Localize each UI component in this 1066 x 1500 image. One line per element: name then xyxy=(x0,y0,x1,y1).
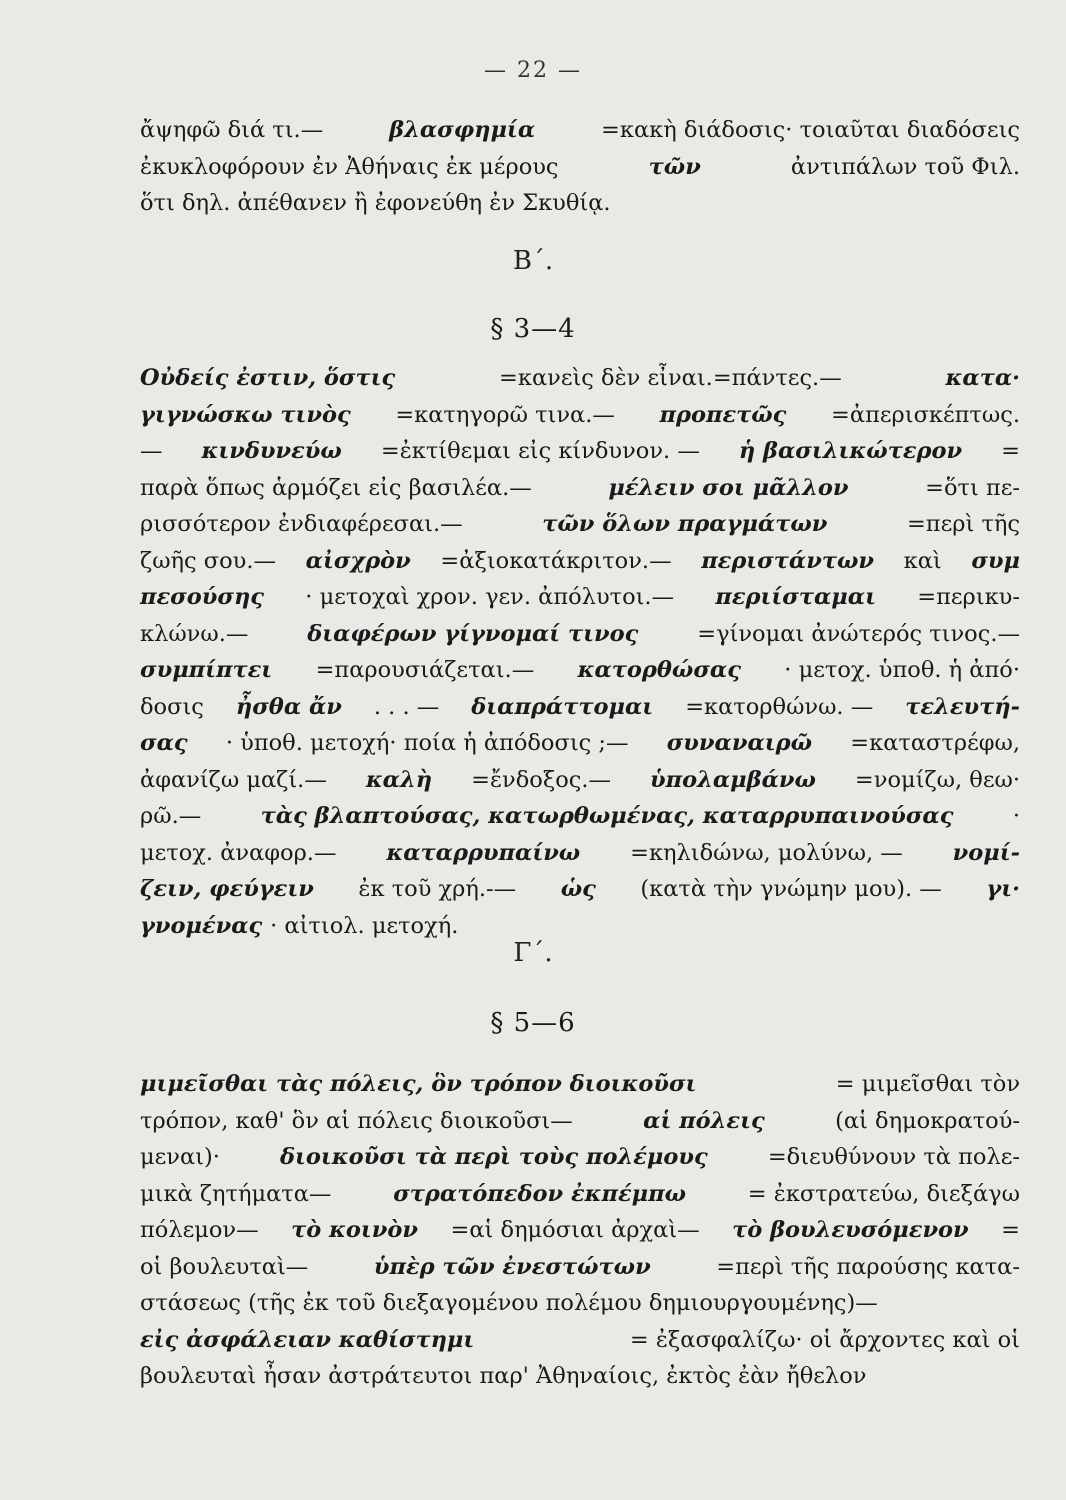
text-line xyxy=(140,762,1020,799)
text-line xyxy=(140,1103,1020,1140)
gloss-text: — xyxy=(140,438,163,464)
text-line xyxy=(140,579,1020,616)
gloss-text: =αἱ δημόσιαι ἀρχαὶ— xyxy=(450,1217,700,1243)
text-line xyxy=(140,433,1020,470)
gloss-text: · ὑποθ. μετοχή· ποία ἡ ἀπόδοσις ;— xyxy=(225,730,629,756)
gloss-text: =κατηγορῶ τινα.— xyxy=(395,401,615,428)
term-bold: αἱ πόλεις xyxy=(643,1107,765,1134)
gloss-text: μετοχ. ἀναφορ.— xyxy=(140,839,337,866)
gloss-text: παρὰ ὅπως ἁρμόζει εἰς βασιλέα.— xyxy=(140,474,532,501)
gloss-text: πόλεμον— xyxy=(140,1217,259,1243)
gloss-text: μικὰ ζητήματα— xyxy=(140,1180,332,1207)
gloss-text: (αἱ δημοκρατού- xyxy=(835,1107,1020,1134)
gloss-text: =παρουσιάζεται.— xyxy=(315,657,535,683)
term-bold: διοικοῦσι τὰ περὶ τοὺς πολέμους xyxy=(280,1144,708,1170)
gloss-text: βουλευταὶ ἦσαν ἀστράτευτοι παρ' Ἀθηναίοις, ἐκτὸς ἐὰν ἤθελον xyxy=(140,1363,867,1389)
term-bold: συμ xyxy=(971,547,1020,574)
text-block-intro xyxy=(140,112,1020,222)
term-bold: βλασφημία xyxy=(389,117,536,143)
term-bold: κινδυνεύω xyxy=(201,438,342,464)
term-bold: Οὐδείς ἐστιν, ὅστις xyxy=(140,365,396,391)
gloss-text: =ἐκτίθεμαι εἰς κίνδυνον. — xyxy=(380,438,700,464)
term-bold: τὸ βουλευσόμενον xyxy=(732,1217,969,1243)
text-line xyxy=(140,652,1020,689)
term-bold: συναναιρῶ xyxy=(666,730,813,756)
term-bold: πεσούσης xyxy=(140,584,265,610)
gloss-text: καὶ xyxy=(903,547,942,574)
gloss-text: =γίνομαι ἀνώτερός τινος.— xyxy=(697,620,1020,647)
gloss-text: ἀφανίζω μαζί.— xyxy=(140,766,327,793)
term-bold: συμπίπτει xyxy=(140,657,273,683)
gloss-text: =καταστρέφω, xyxy=(850,730,1020,756)
gloss-text: · μετοχ. ὑποθ. ἡ ἀπό· xyxy=(784,657,1020,683)
term-bold: καταρρυπαίνω xyxy=(386,839,581,866)
text-line xyxy=(140,616,1020,653)
paragraph-ref-5-6: § 5—6 xyxy=(490,1008,576,1038)
gloss-text: = ἐκστρατεύω, διεξάγω xyxy=(747,1180,1020,1207)
term-bold: ὑπὲρ τῶν ἐνεστώτων xyxy=(373,1253,651,1280)
gloss-text: =κανεὶς δὲν εἶναι.=πάντες.— xyxy=(499,365,842,391)
gloss-text: ἐκ τοῦ χρή.-— xyxy=(358,876,517,902)
term-bold: ὑπολαμβάνω xyxy=(650,766,816,793)
gloss-text: δοσις xyxy=(140,693,204,720)
gloss-text: =περὶ τῆς xyxy=(906,511,1020,537)
gloss-text: =νομίζω, θεω· xyxy=(854,766,1020,793)
term-bold: ἡ βασιλικώτερον xyxy=(738,438,963,464)
text-line xyxy=(140,798,1020,835)
text-line xyxy=(140,689,1020,726)
gloss-text: =διευθύνουν τὰ πολε- xyxy=(767,1144,1020,1170)
term-bold: διαπράττομαι xyxy=(471,693,654,720)
gloss-text: (κατὰ τὴν γνώμην μου). — xyxy=(640,876,942,902)
text-line xyxy=(140,470,1020,507)
paragraph-ref-3-4: § 3—4 xyxy=(490,314,576,344)
text-line xyxy=(140,1322,1020,1359)
text-line xyxy=(140,1176,1020,1213)
gloss-text: =κατορθώνω. — xyxy=(685,693,874,720)
text-line xyxy=(140,185,1020,222)
gloss-text: =ἀξιοκατάκριτον.— xyxy=(440,547,672,574)
term-bold: σας xyxy=(140,730,188,756)
term-bold: ζειν, φεύγειν xyxy=(140,876,314,902)
term-bold: τῶν ὅλων πραγμάτων xyxy=(542,511,828,537)
gloss-text: =περικυ- xyxy=(917,584,1020,610)
text-block-section-c xyxy=(140,1066,1020,1395)
term-bold: κατα· xyxy=(945,365,1020,391)
gloss-text: οἱ βουλευταὶ— xyxy=(140,1253,309,1280)
gloss-text: ἀντιπάλων τοῦ Φιλ. xyxy=(790,153,1020,180)
term-bold: γι· xyxy=(986,876,1020,902)
text-line xyxy=(140,360,1020,397)
term-bold: διαφέρων γίγνομαί τινος xyxy=(307,620,639,647)
gloss-text: . . . — xyxy=(373,693,440,720)
gloss-text: = xyxy=(1001,1217,1020,1243)
text-line xyxy=(140,835,1020,872)
term-bold: περιστάντων xyxy=(701,547,875,574)
gloss-text: =κηλιδώνω, μολύνω, — xyxy=(630,839,903,866)
gloss-text: ὅτι δηλ. ἀπέθανεν ἢ ἐφονεύθη ἐν Σκυθίᾳ. xyxy=(140,190,611,216)
gloss-text: =περὶ τῆς παρούσης κατα- xyxy=(716,1253,1020,1280)
gloss-text: · xyxy=(1012,803,1020,829)
text-line xyxy=(140,1285,1020,1322)
section-heading-c: Γ΄. xyxy=(513,938,553,968)
term-bold: μιμεῖσθαι τὰς πόλεις, ὃν τρόπον διοικοῦσι xyxy=(140,1071,697,1097)
gloss-text: = ἐξασφαλίζω· οἱ ἄρχοντες καὶ οἱ xyxy=(629,1326,1020,1353)
term-bold: εἰς ἀσφάλειαν καθίστημι xyxy=(140,1326,475,1353)
term-bold: γνομένας xyxy=(140,912,263,939)
term-bold: περιίσταμαι xyxy=(715,584,876,610)
term-bold: γιγνώσκω τινὸς xyxy=(140,401,351,428)
text-line xyxy=(140,1139,1020,1176)
gloss-text: τρόπον, καθ' ὃν αἱ πόλεις διοικοῦσι— xyxy=(140,1107,573,1134)
text-line xyxy=(140,149,1020,186)
page-number: — 22 — xyxy=(484,58,582,83)
term-bold: αἰσχρὸν xyxy=(305,547,411,574)
gloss-text: ρῶ.— xyxy=(140,803,202,829)
term-bold: καλὴ xyxy=(365,766,433,793)
text-block-section-b xyxy=(140,360,1020,944)
term-bold: τὰς βλαπτούσας, κατωρθωμένας, καταρρυπαινούσας xyxy=(260,803,954,829)
text-line xyxy=(140,543,1020,580)
text-line xyxy=(140,1358,1020,1395)
term-bold: μέλειν σοι μᾶλλον xyxy=(608,474,849,501)
gloss-text: ρισσότερον ἐνδιαφέρεσαι.— xyxy=(140,511,463,537)
text-line xyxy=(140,1066,1020,1103)
gloss-text: στάσεως (τῆς ἐκ τοῦ διεξαγομένου πολέμου δημιουργουμένης)— xyxy=(140,1290,878,1316)
text-line xyxy=(140,1212,1020,1249)
term-bold: νομί- xyxy=(952,839,1020,866)
gloss-text: =ὅτι πε- xyxy=(925,474,1020,501)
gloss-text: · μετοχαὶ χρον. γεν. ἀπόλυτοι.— xyxy=(305,584,675,610)
gloss-text: = μιμεῖσθαι τὸν xyxy=(835,1071,1020,1097)
term-bold: τελευτή- xyxy=(905,693,1020,720)
gloss-text: ἐκυκλοφόρουν ἐν Ἀθήναις ἐκ μέρους xyxy=(140,153,559,180)
gloss-text: ἄψηφῶ διά τι.— xyxy=(140,117,324,143)
gloss-text: =ἔνδοξος.— xyxy=(471,766,612,793)
text-line xyxy=(140,871,1020,908)
term-bold: προπετῶς xyxy=(659,401,787,428)
text-line xyxy=(140,1249,1020,1286)
term-bold: ὡς xyxy=(560,876,596,902)
gloss-text: · αἰτιολ. μετοχή. xyxy=(270,912,459,939)
gloss-text: κλώνω.— xyxy=(140,620,249,647)
term-bold: τὸ κοινὸν xyxy=(291,1217,419,1243)
text-line xyxy=(140,725,1020,762)
text-line xyxy=(140,506,1020,543)
text-line xyxy=(140,112,1020,149)
text-line xyxy=(140,397,1020,434)
gloss-text: = xyxy=(1001,438,1020,464)
term-bold: ἦσθα ἄν xyxy=(235,693,342,720)
gloss-text: ζωῆς σου.— xyxy=(140,547,277,574)
gloss-text: =κακὴ διάδοσις· τοιαῦται διαδόσεις xyxy=(601,117,1020,143)
section-heading-b: Β΄. xyxy=(512,246,554,276)
term-bold: κατορθώσας xyxy=(577,657,741,683)
term-bold: τῶν xyxy=(648,153,701,180)
gloss-text: μεναι)· xyxy=(140,1144,220,1170)
gloss-text: =ἀπερισκέπτως. xyxy=(831,401,1020,428)
term-bold: στρατόπεδον ἐκπέμπω xyxy=(393,1180,686,1207)
